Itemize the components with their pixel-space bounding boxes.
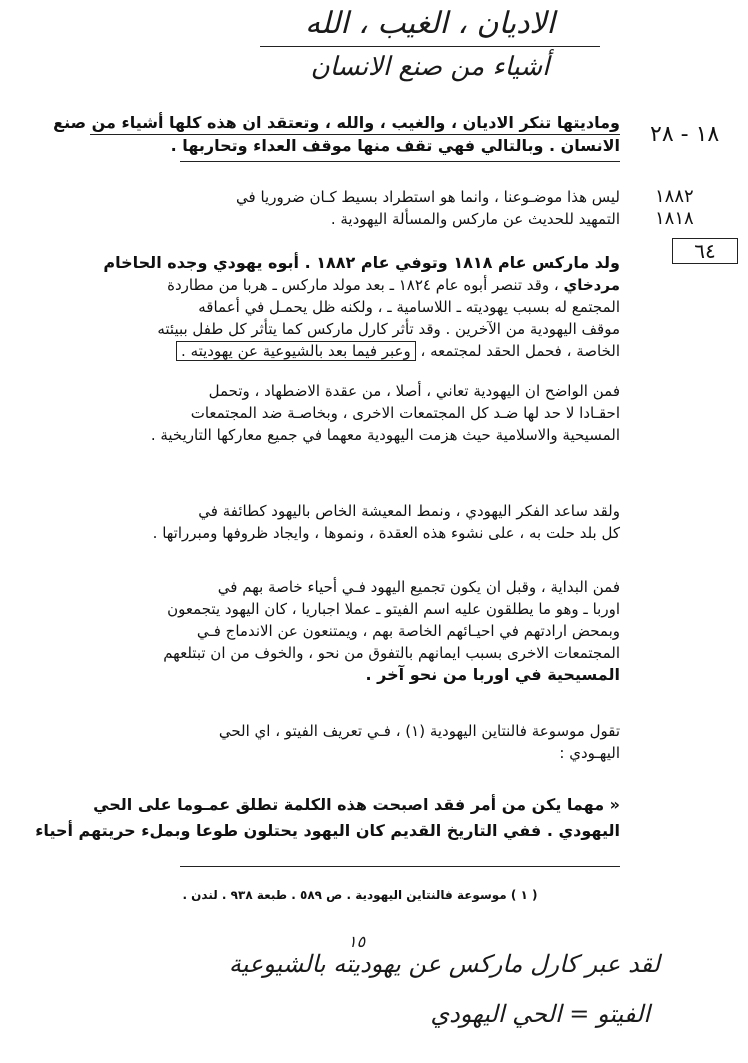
p2-line-2-rest: ، وقد تنصر أبوه عام ١٨٢٤ ـ بعد مولد ماركس ـ هربا من مطاردة bbox=[167, 276, 559, 294]
p2-line-4: موقف اليهودية من الآخرين . وقد تأثر كارل ماركس كما يتأثر كل طفل ببيئته bbox=[157, 320, 620, 338]
margin-note-1: ١٨ - ٢٨ bbox=[650, 122, 720, 147]
paragraph-5 bbox=[90, 576, 620, 686]
p4-line-1: ولقد ساعد الفكر اليهودي ، ونمط المعيشة الخاص باليهود كطائفة في bbox=[198, 502, 620, 520]
footnote-separator bbox=[180, 866, 620, 867]
p5-line-4: المجتمعات الاخرى بسبب ايمانهم بالتفوق من نحو ، والخوف من ان تبتلعهم bbox=[163, 644, 620, 662]
quote-paragraph bbox=[35, 792, 620, 844]
quote-line-2: اليهودي . ففي التاريخ القديم كان اليهود يحتلون طوعا وبملء حريتهم أحياء bbox=[35, 821, 620, 840]
p3-line-1: فمن الواضح ان اليهودية تعاني ، أصلا ، من عقدة الاضطهاد ، وتحمل bbox=[208, 382, 620, 400]
p2-boxed-phrase: وعبر فيما بعد بالشيوعية عن يهوديته . bbox=[176, 341, 416, 361]
quote-line-1: « مهما يكن من أمر فقد اصبحت هذه الكلمة تطلق عمـوما على الحي bbox=[93, 795, 620, 814]
p5-line-3: وبمحض ارادتهم في احيـائهم الخاصة بهم ، ويمتنعون عن الاندماج فـي bbox=[196, 622, 620, 640]
p2-name-mordechai: مردخاي bbox=[563, 276, 620, 294]
paragraph-4 bbox=[90, 500, 620, 544]
handwritten-bottom-number: ١٥ bbox=[348, 932, 366, 951]
p6-line-1: تقول موسوعة فالنتاين اليهودية (١) ، فـي تعريف الفيتو ، اي الحي bbox=[218, 722, 620, 740]
p6-line-2: اليهـودي : bbox=[559, 744, 620, 762]
p5-line-2: اوربا ـ وهو ما يطلقون عليه اسم الفيتو ـ عملا اجباريا ، كان اليهود يتجمعون bbox=[167, 600, 620, 618]
handwritten-header-line1: الاديان ، الغيب ، الله bbox=[305, 6, 555, 41]
intro-paragraph bbox=[53, 112, 620, 157]
p3-line-3: المسيحية والاسلامية حيث هزمت اليهودية معهما في جميع معاركها التاريخية . bbox=[150, 426, 620, 444]
handwritten-header-line2: أشياء من صنع الانسان bbox=[310, 52, 550, 82]
paragraph-1 bbox=[90, 186, 620, 230]
paragraph-2 bbox=[90, 252, 620, 362]
p4-line-2: كل بلد حلت به ، على نشوء هذه العقدة ، ونموها ، وايجاد ظروفها ومبرراتها . bbox=[152, 524, 620, 542]
handwritten-bottom-line1: لقد عبر كارل ماركس عن يهوديته بالشيوعية bbox=[228, 950, 660, 978]
p2-line-5 bbox=[90, 340, 620, 362]
header-underline bbox=[260, 46, 600, 47]
p2-line-3: المجتمع له بسبب يهوديته ـ اللاسامية ـ ، ولكنه ظل يحمـل في أعماقه bbox=[198, 298, 620, 316]
footnote: ( ١ ) موسوعة فالنتاين اليهودية . ص ٥٨٩ . طبعة ٩٣٨ . لندن . bbox=[182, 888, 538, 902]
margin-note-2: ١٨٨٢ bbox=[655, 186, 694, 207]
p5-line-1: فمن البداية ، وقبل ان يكون تجميع اليهود فـي أحياء خاصة بهم في bbox=[217, 578, 620, 596]
p2-line-2 bbox=[90, 274, 620, 296]
p1-line-2: التمهيد للحديث عن ماركس والمسألة اليهودية . bbox=[330, 210, 620, 228]
paragraph-3 bbox=[90, 380, 620, 446]
p5-line-5: المسيحية في اوربا من نحو آخر . bbox=[365, 665, 620, 684]
p2-line-5-start: الخاصة ، فحمل الحقد لمجتمعه ، bbox=[420, 342, 620, 360]
p2-line-1: ولد ماركس عام ١٨١٨ وتوفي عام ١٨٨٢ . أبوه يهودي وجده الحاخام bbox=[103, 253, 620, 272]
handwritten-bottom-line2: الفيتو = الحي اليهودي bbox=[430, 1000, 650, 1028]
intro-line-1: وماديتها تنكر الاديان ، والغيب ، والله ، وتعتقد ان هذه كلها أشياء من صنع bbox=[53, 113, 620, 132]
margin-note-3: ١٨١٨ bbox=[655, 208, 694, 229]
p1-line-1: ليس هذا موضـوعنا ، وانما هو استطراد بسيط كـان ضروريا في bbox=[236, 188, 620, 206]
paragraph-6 bbox=[90, 720, 620, 764]
p3-line-2: احقـادا لا حد لها ضـد كل المجتمعات الاخرى ، وبخاصـة ضد المجتمعات bbox=[190, 404, 620, 422]
intro-underline bbox=[180, 161, 620, 162]
page-number-box: ٦٤ bbox=[672, 238, 738, 264]
intro-line-2: الانسان . وبالتالي فهي تقف منها موقف العداء وتحاربها . bbox=[90, 134, 620, 157]
